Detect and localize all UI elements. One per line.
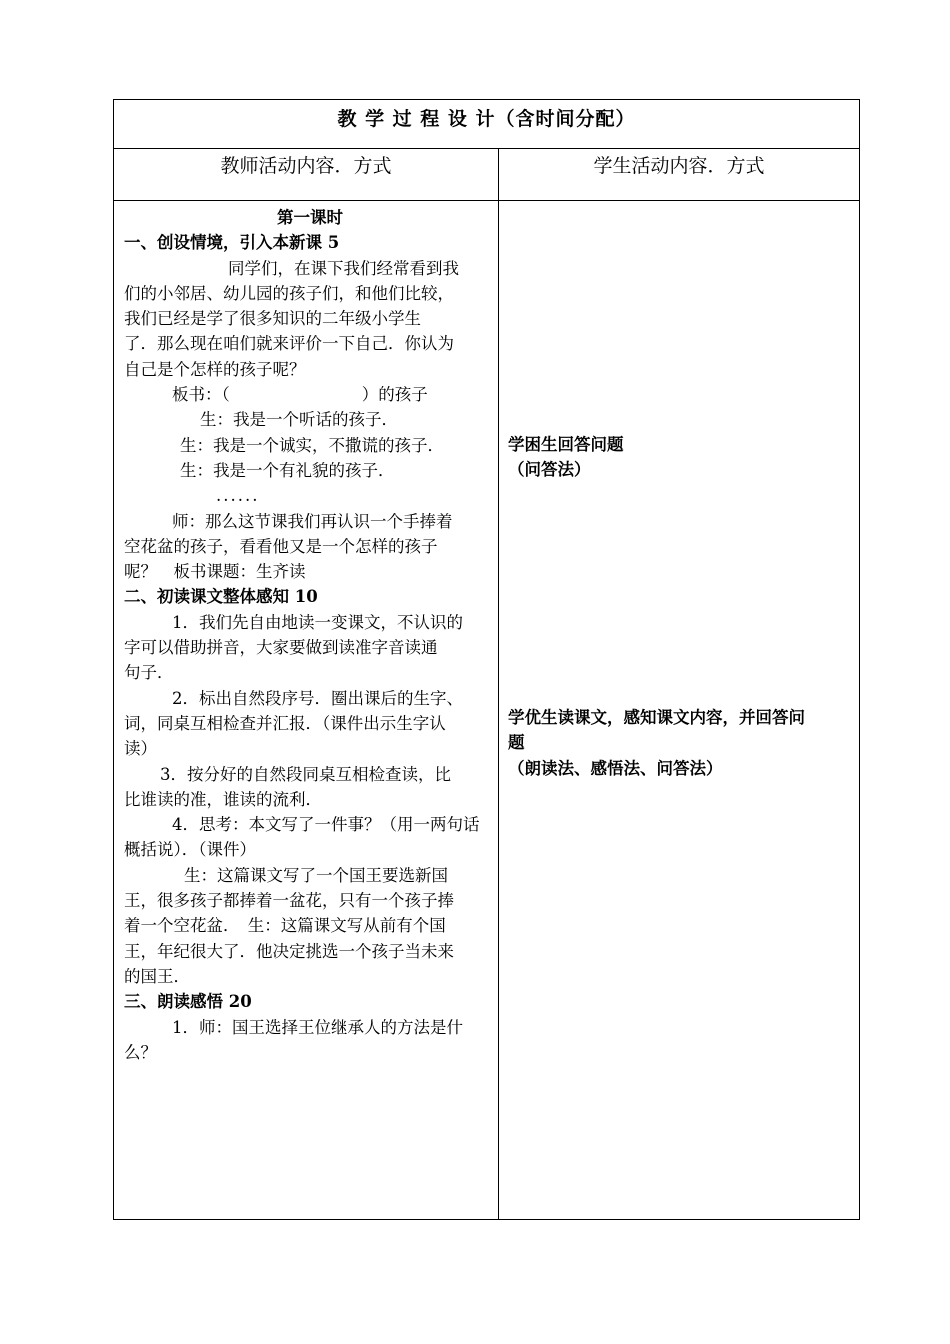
text-line: 字可以借助拼音，大家要做到读准字音读通 bbox=[124, 638, 438, 658]
student-answer: 生：我是一个诚实，不撒谎的孩子． bbox=[180, 435, 444, 455]
lesson-label: 第一课时 bbox=[277, 208, 343, 227]
student-answer: 生：我是一个有礼貌的孩子． bbox=[180, 460, 395, 480]
lesson-plan-table bbox=[113, 99, 860, 1220]
text-line: 句子． bbox=[124, 663, 174, 683]
header-row bbox=[114, 148, 859, 201]
student-note-line: 学困生回答问题 bbox=[508, 435, 624, 454]
text-line: 空花盆的孩子，看看他又是一个怎样的孩子 bbox=[124, 536, 438, 556]
student-note-line: 题 bbox=[508, 733, 525, 753]
text-line: 读） bbox=[124, 739, 157, 759]
text-line: 概括说）．（课件） bbox=[124, 840, 256, 860]
text-line: 么？ bbox=[124, 1042, 157, 1062]
text-line: 王，很多孩子都捧着一盆花，只有一个孩子捧 bbox=[124, 891, 454, 911]
section-3-heading: 三、朗读感悟 20 bbox=[124, 992, 252, 1012]
ellipsis: ...... bbox=[216, 486, 260, 506]
header-student: 学生活动内容．方式 bbox=[593, 155, 765, 177]
text-line: 2．标出自然段序号．圈出课后的生字、 bbox=[172, 688, 463, 708]
student-note-line: 学优生读课文，感知课文内容，并回答问 bbox=[508, 708, 805, 727]
text-line: 1．我们先自由地读一变课文，不认识的 bbox=[172, 612, 463, 632]
text-line: 比谁读的准，谁读的流利． bbox=[124, 789, 322, 809]
student-answer: 生：我是一个听话的孩子． bbox=[200, 410, 398, 430]
column-divider bbox=[498, 148, 499, 1219]
header-teacher: 教师活动内容．方式 bbox=[220, 155, 392, 177]
text-line: 的国王． bbox=[124, 966, 190, 986]
text-line: 3．按分好的自然段同桌互相检查读，比 bbox=[160, 764, 451, 784]
text-line: 同学们，在课下我们经常看到我 bbox=[228, 258, 459, 278]
text-line: 1．师：国王选择王位继承人的方法是什 bbox=[172, 1017, 463, 1037]
text-line: 呢？ 板书课题：生齐读 bbox=[124, 562, 306, 582]
section-1-heading: 一、创设情境，引入本新课 5 bbox=[124, 233, 340, 253]
text-line: 着一个空花盆． 生：这篇课文写从前有个国 bbox=[124, 916, 446, 936]
student-note-line: （问答法） bbox=[508, 460, 591, 480]
text-line: 自己是个怎样的孩子呢？ bbox=[124, 359, 306, 379]
text-line: 王，年纪很大了．他决定挑选一个孩子当未来 bbox=[124, 941, 454, 961]
text-line: 4．思考：本文写了一件事？（用一两句话 bbox=[172, 815, 480, 835]
text-line: 了．那么现在咱们就来评价一下自己．你认为 bbox=[124, 334, 454, 354]
text-line: 词，同桌互相检查并汇报．（课件出示生字认 bbox=[124, 713, 446, 733]
board-note: 板书：（ ）的孩子 bbox=[172, 385, 428, 405]
text-line: 我们已经是学了很多知识的二年级小学生 bbox=[124, 309, 421, 329]
text-line: 师：那么这节课我们再认识一个手捧着 bbox=[172, 511, 453, 531]
student-note-line: （朗读法、感悟法、问答法） bbox=[508, 758, 723, 778]
text-line: 生：这篇课文写了一个国王要选新国 bbox=[184, 865, 448, 885]
student-note-1 bbox=[508, 432, 858, 483]
teacher-activity-column bbox=[124, 205, 496, 1065]
student-note-2 bbox=[508, 705, 858, 781]
table-title: 教 学 过 程 设 计（含时间分配） bbox=[337, 108, 636, 130]
section-2-heading: 二、初读课文整体感知 10 bbox=[124, 587, 318, 607]
title-row bbox=[114, 100, 859, 149]
text-line: 们的小邻居、幼儿园的孩子们，和他们比较， bbox=[124, 283, 454, 303]
